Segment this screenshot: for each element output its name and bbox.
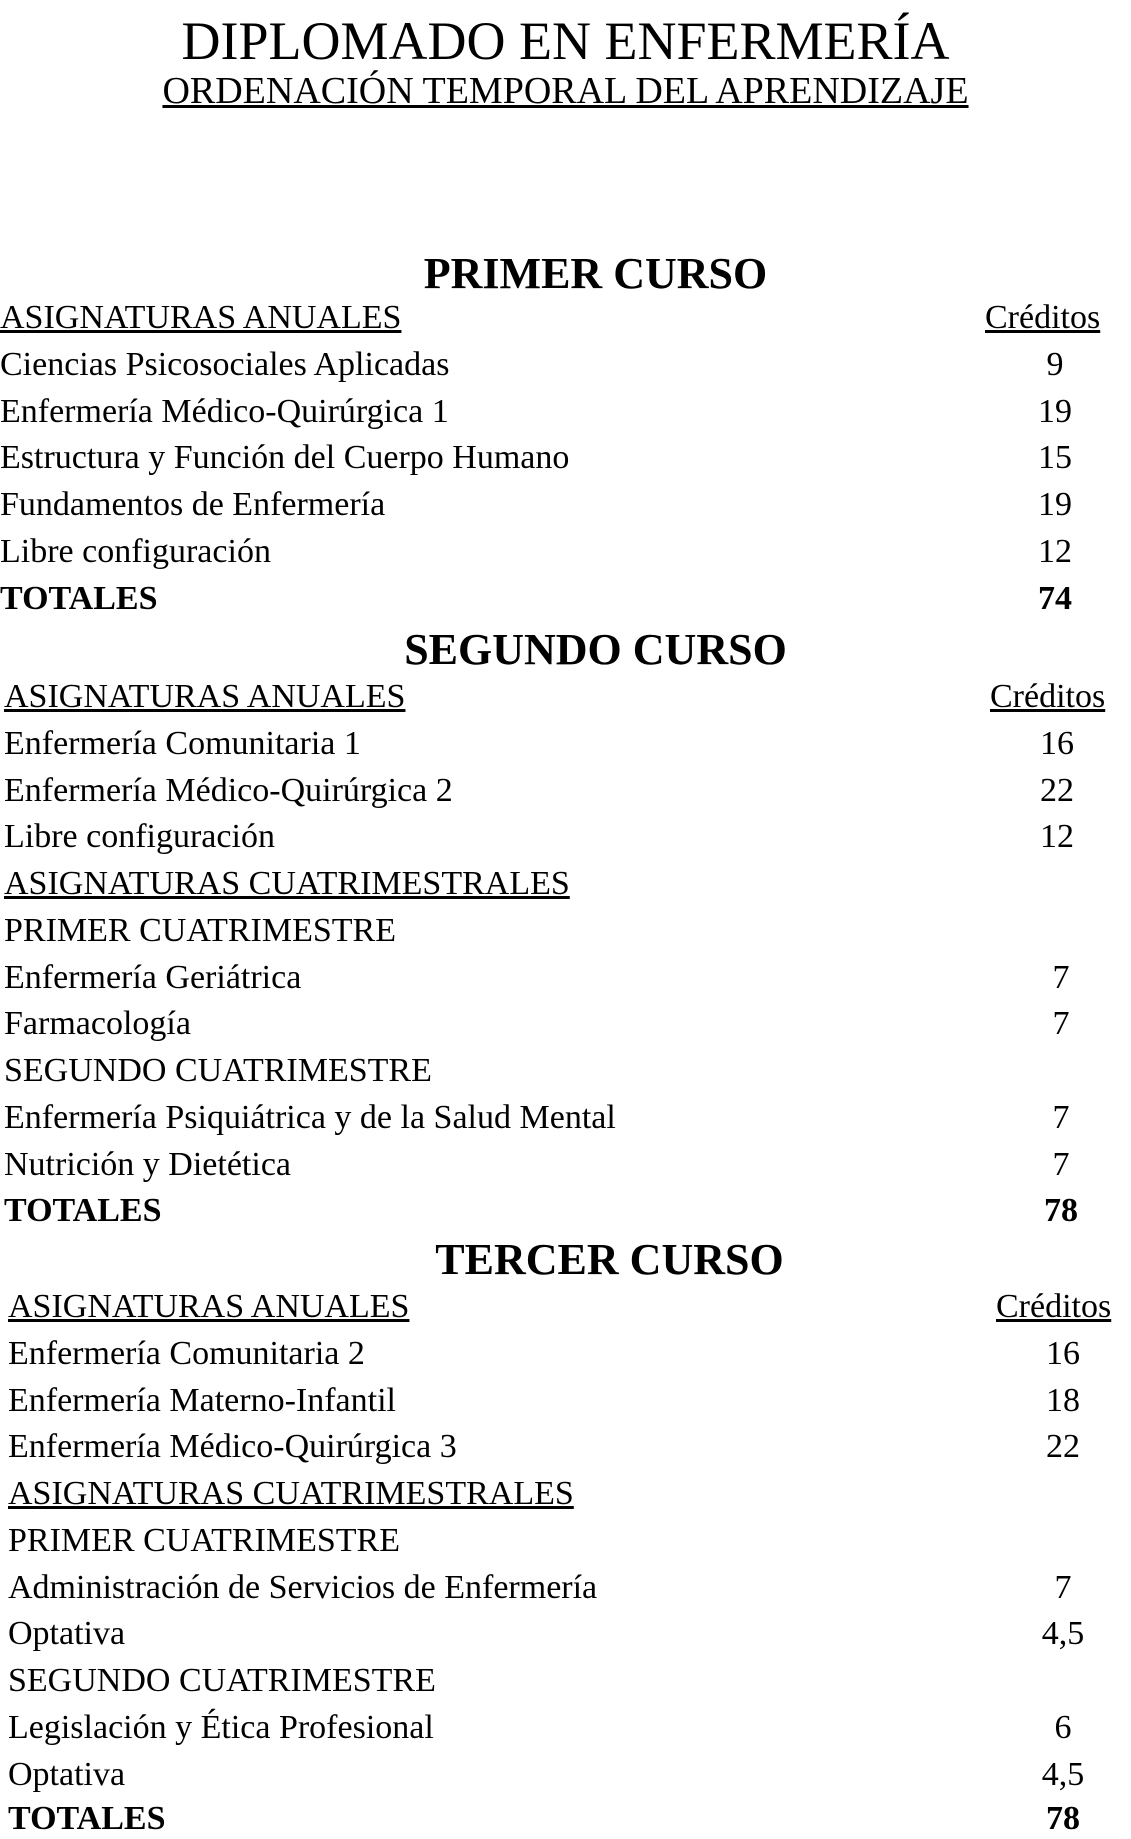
subject-name: Libre configuración	[0, 533, 271, 570]
totals-label-1: TOTALES	[0, 580, 158, 617]
subject-credits: 19	[1038, 486, 1072, 523]
first-term-heading-3: PRIMER CUATRIMESTRE	[8, 1522, 400, 1559]
course-title-3: TERCER CURSO	[435, 1235, 784, 1284]
section-annual-1: ASIGNATURAS ANUALES	[0, 299, 402, 336]
subject-name: Optativa	[8, 1756, 126, 1793]
section-annual-3: ASIGNATURAS ANUALES	[8, 1288, 410, 1325]
subject-name: Enfermería Comunitaria 2	[8, 1335, 365, 1372]
subject-name: Enfermería Médico-Quirúrgica 3	[8, 1428, 457, 1465]
subject-credits: 22	[1046, 1428, 1080, 1465]
subject-credits: 15	[1038, 439, 1072, 476]
subject-name: Estructura y Función del Cuerpo Humano	[0, 439, 570, 476]
subject-credits: 9	[1046, 346, 1064, 383]
totals-value-2: 78	[1044, 1192, 1078, 1229]
subject-credits: 12	[1038, 533, 1072, 570]
first-term-heading-2: PRIMER CUATRIMESTRE	[4, 912, 396, 949]
second-term-heading-3: SEGUNDO CUATRIMESTRE	[8, 1662, 436, 1699]
section-annual-2: ASIGNATURAS ANUALES	[4, 678, 406, 715]
credits-header-2: Créditos	[990, 678, 1106, 715]
subject-name: Optativa	[8, 1615, 126, 1652]
subject-credits: 22	[1040, 772, 1074, 809]
subject-name: Farmacología	[4, 1005, 191, 1042]
subject-credits: 16	[1046, 1335, 1080, 1372]
course-title-2: SEGUNDO CURSO	[404, 625, 787, 674]
subject-name: Enfermería Comunitaria 1	[4, 725, 361, 762]
subject-credits: 7	[1054, 1569, 1072, 1606]
subject-name: Enfermería Psiquiátrica y de la Salud Mental	[4, 1099, 616, 1136]
credits-header-3: Créditos	[996, 1288, 1112, 1325]
subject-credits: 7	[1052, 959, 1070, 996]
document-subtitle: ORDENACIÓN TEMPORAL DEL APRENDIZAJE	[162, 70, 969, 112]
totals-label-3: TOTALES	[8, 1800, 166, 1837]
subject-credits: 16	[1040, 725, 1074, 762]
subject-credits: 18	[1046, 1382, 1080, 1419]
subject-credits: 7	[1052, 1146, 1070, 1183]
subject-name: Enfermería Médico-Quirúrgica 2	[4, 772, 453, 809]
subject-credits: 12	[1040, 818, 1074, 855]
totals-value-3: 78	[1046, 1800, 1080, 1837]
subject-credits: 6	[1054, 1709, 1072, 1746]
subject-name: Fundamentos de Enfermería	[0, 486, 386, 523]
subject-name: Enfermería Geriátrica	[4, 959, 302, 996]
subject-name: Enfermería Médico-Quirúrgica 1	[0, 393, 449, 430]
subject-credits: 4,5	[1041, 1756, 1085, 1793]
subject-name: Administración de Servicios de Enfermería	[8, 1569, 598, 1606]
document-title: DIPLOMADO EN ENFERMERÍA	[181, 11, 950, 71]
subject-name: Legislación y Ética Profesional	[8, 1709, 434, 1746]
subject-name: Libre configuración	[4, 818, 275, 855]
subject-name: Ciencias Psicosociales Aplicadas	[0, 346, 450, 383]
subject-credits: 19	[1038, 393, 1072, 430]
second-term-heading-2: SEGUNDO CUATRIMESTRE	[4, 1052, 432, 1089]
course-title-1: PRIMER CURSO	[423, 249, 768, 298]
section-quarterly-3: ASIGNATURAS CUATRIMESTRALES	[8, 1475, 574, 1512]
subject-name: Enfermería Materno-Infantil	[8, 1382, 396, 1419]
subject-name: Nutrición y Dietética	[4, 1146, 292, 1183]
subject-credits: 4,5	[1041, 1615, 1085, 1652]
subject-credits: 7	[1052, 1099, 1070, 1136]
totals-value-1: 74	[1038, 580, 1072, 617]
section-quarterly-2: ASIGNATURAS CUATRIMESTRALES	[4, 865, 570, 902]
totals-label-2: TOTALES	[4, 1192, 162, 1229]
subject-credits: 7	[1052, 1005, 1070, 1042]
credits-header-1: Créditos	[985, 299, 1101, 336]
